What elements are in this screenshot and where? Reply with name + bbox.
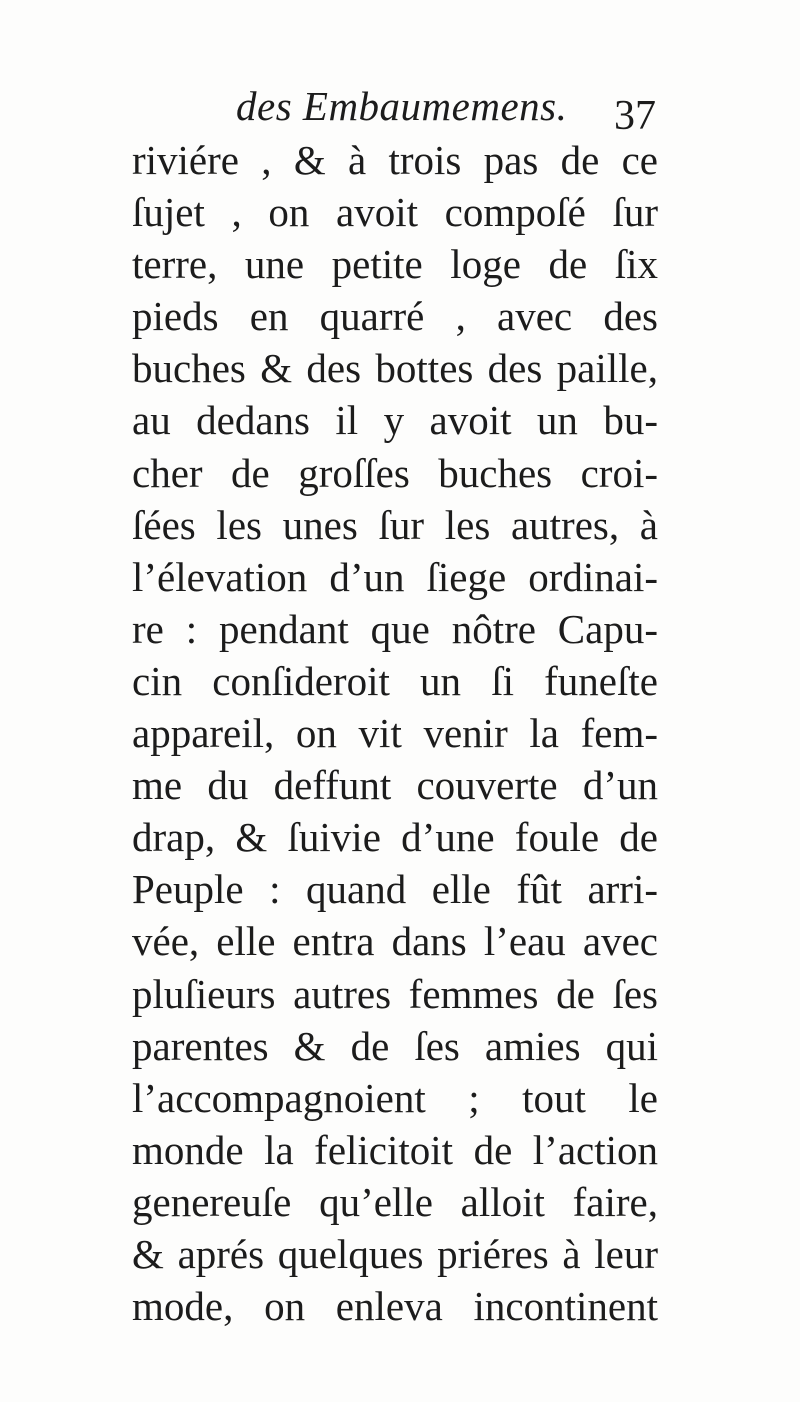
text-line: riviére , & à trois pas de ce (132, 137, 658, 183)
text-line: & aprés quelques priéres à leur (132, 1230, 658, 1277)
text-line: l’accompagnoient ; tout le (132, 1074, 658, 1121)
body-text (132, 134, 658, 1332)
text-line: cin conſideroit un ſi funeſte (132, 657, 658, 704)
text-line: buches & des bottes des paille, (132, 345, 658, 392)
text-line: cher de groſſes buches croi- (132, 449, 658, 496)
text-line: pluſieurs autres femmes de ſes (132, 970, 658, 1017)
page-number: 37 (614, 93, 656, 139)
text-line: monde la felicitoit de l’action (132, 1126, 658, 1173)
text-line: au dedans il y avoit un bu- (132, 397, 658, 444)
text-line: l’élevation d’un ſiege ordinai- (132, 553, 658, 600)
running-head (236, 82, 656, 139)
text-line: parentes & de ſes amies qui (132, 1022, 658, 1069)
text-line: ſées les unes ſur les autres, à (132, 501, 658, 548)
running-title: des Embaumemens. (236, 83, 568, 129)
text-line: appareil, on vit venir la fem- (132, 710, 658, 757)
text-line: mode, on enleva incontinent (132, 1283, 658, 1330)
text-line: re : pendant que nôtre Capu- (132, 605, 658, 652)
text-line: terre, une petite loge de ſix (132, 241, 658, 288)
text-line: drap, & ſuivie d’une foule de (132, 814, 658, 861)
text-line: ſujet , on avoit compoſé ſur (132, 189, 658, 236)
text-line: me du deffunt couverte d’un (132, 762, 658, 809)
text-line: pieds en quarré , avec des (132, 293, 658, 340)
text-line: genereuſe qu’elle alloit faire, (132, 1178, 658, 1225)
text-line: Peuple : quand elle fût arri- (132, 866, 658, 913)
text-line: vée, elle entra dans l’eau avec (132, 918, 658, 965)
